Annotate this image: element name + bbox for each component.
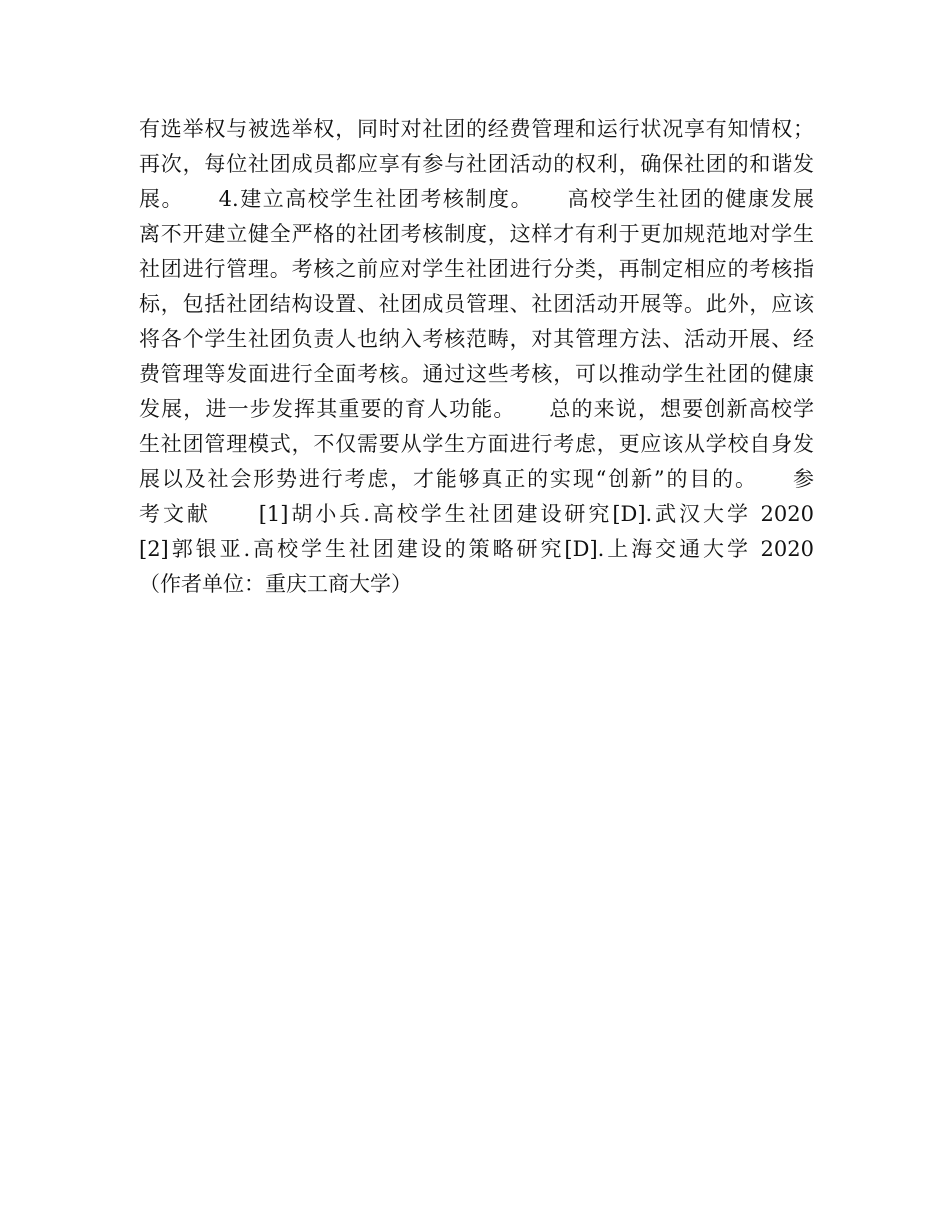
body-text xyxy=(139,112,814,602)
author-affiliation: （作者单位：重庆工商大学） xyxy=(139,572,412,596)
text-line: 展。 4.建立高校学生社团考核制度。 高校学生社团的健康发展 xyxy=(139,187,814,211)
text-line: 费管理等发面进行全面考核。通过这些考核，可以推动学生社团的健康 xyxy=(139,362,814,386)
text-line: 再次，每位社团成员都应享有参与社团活动的权利，确保社团的和谐发 xyxy=(139,152,814,176)
text-line: 离不开建立健全严格的社团考核制度，这样才有利于更加规范地对学生 xyxy=(139,222,814,246)
text-line: 生社团管理模式，不仅需要从学生方面进行考虑，更应该从学校自身发 xyxy=(139,432,814,456)
text-line: 有选举权与被选举权，同时对社团的经费管理和运行状况享有知情权； xyxy=(139,117,814,141)
text-line: 展以及社会形势进行考虑，才能够真正的实现“创新”的目的。 参 xyxy=(139,467,814,491)
text-line: 社团进行管理。考核之前应对学生社团进行分类，再制定相应的考核指 xyxy=(139,257,814,281)
text-line: 发展，进一步发挥其重要的育人功能。 总的来说，想要创新高校学 xyxy=(139,397,814,421)
text-line: 将各个学生社团负责人也纳入考核范畴，对其管理方法、活动开展、经 xyxy=(139,327,814,351)
reference-line: 考文献 [1]胡小兵.高校学生社团建设研究[D].武汉大学 2020 xyxy=(139,502,814,526)
reference-line: [2]郭银亚.高校学生社团建设的策略研究[D].上海交通大学 2020 xyxy=(139,537,814,561)
text-line: 标，包括社团结构设置、社团成员管理、社团活动开展等。此外，应该 xyxy=(139,292,814,316)
